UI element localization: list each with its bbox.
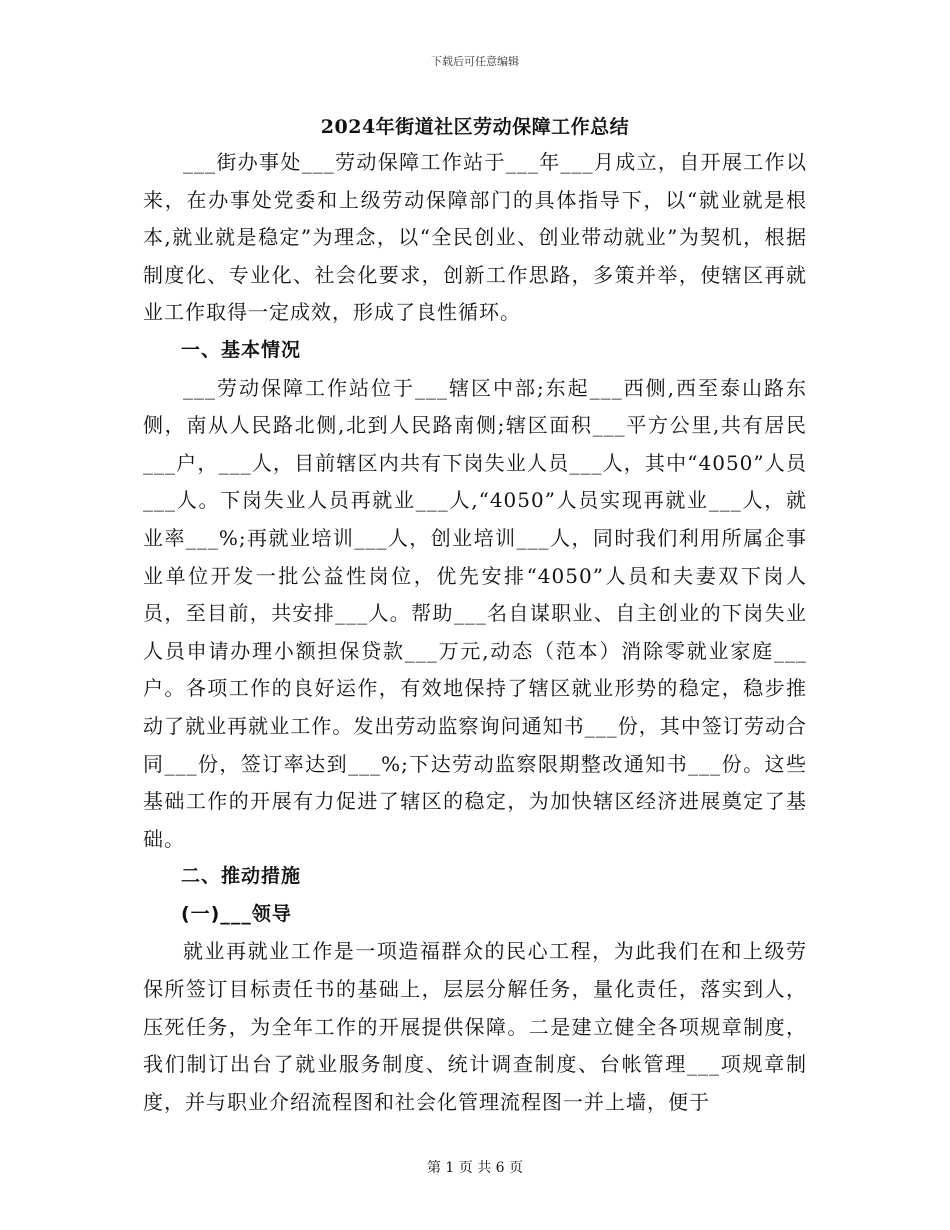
- subsection-heading-leadership: (一)___领导: [181, 902, 292, 925]
- page-footer: 第 1 页 共 6 页: [426, 1160, 524, 1176]
- basic-situation-paragraph: ___劳动保障工作站位于___辖区中部;东起___西侧,西至泰山路东侧，南从人民路北侧,北到人民路南侧;辖区面积___平方公里,共有居民___户，___人，目前辖区内共有下岗失业人员___人，其中“4050”人员___人。下岗失业人员再就业___人,“4050”人员实现再就业___人，就业率___%;再就业培训___人，创业培训___人，同时我们利用所属企事业单位开发一批公益性岗位，优先安排“4050”人员和夫妻双下岗人员，至目前，共安排___人。帮助___名自谋职业、自主创业的下岗失业人员申请办理小额担保贷款___万元,动态（范本）消除零就业家庭___户。各项工作的良好运作，有效地保持了辖区就业形势的稳定，稳步推动了就业再就业工作。发出劳动监察询问通知书___份，其中签订劳动合同___份，签订率达到___%;下达劳动监察限期整改通知书___份。这些基础工作的开展有力促进了辖区的稳定，为加快辖区经济进展奠定了基础。: [143, 375, 807, 851]
- leadership-paragraph: 就业再就业工作是一项造福群众的民心工程，为此我们在和上级劳保所签订目标责任书的基础上，层层分解任务，量化责任，落实到人，压死任务，为全年工作的开展提供保障。二是建立健全各项规章制度，我们制订出台了就业服务制度、统计调查制度、台帐管理___项规章制度，并与职业介绍流程图和社会化管理流程图一并上墙，便于: [143, 939, 807, 1114]
- section-heading-measures: 二、推动措施: [181, 865, 302, 888]
- document-body: [143, 110, 807, 1121]
- section-heading-basic-situation: 一、基本情况: [181, 338, 302, 361]
- document-title: 2024年街道社区劳动保障工作总结: [320, 116, 630, 138]
- intro-paragraph: ___街办事处___劳动保障工作站于___年___月成立，自开展工作以来，在办事处党委和上级劳动保障部门的具体指导下，以“就业就是根本,就业就是稳定”为理念，以“全民创业、创业带动就业”为契机，根据制度化、专业化、社会化要求，创新工作思路，多策并举，使辖区再就业工作取得一定成效，形成了良性循环。: [143, 150, 807, 325]
- header-note: 下载后可任意编辑: [431, 55, 519, 68]
